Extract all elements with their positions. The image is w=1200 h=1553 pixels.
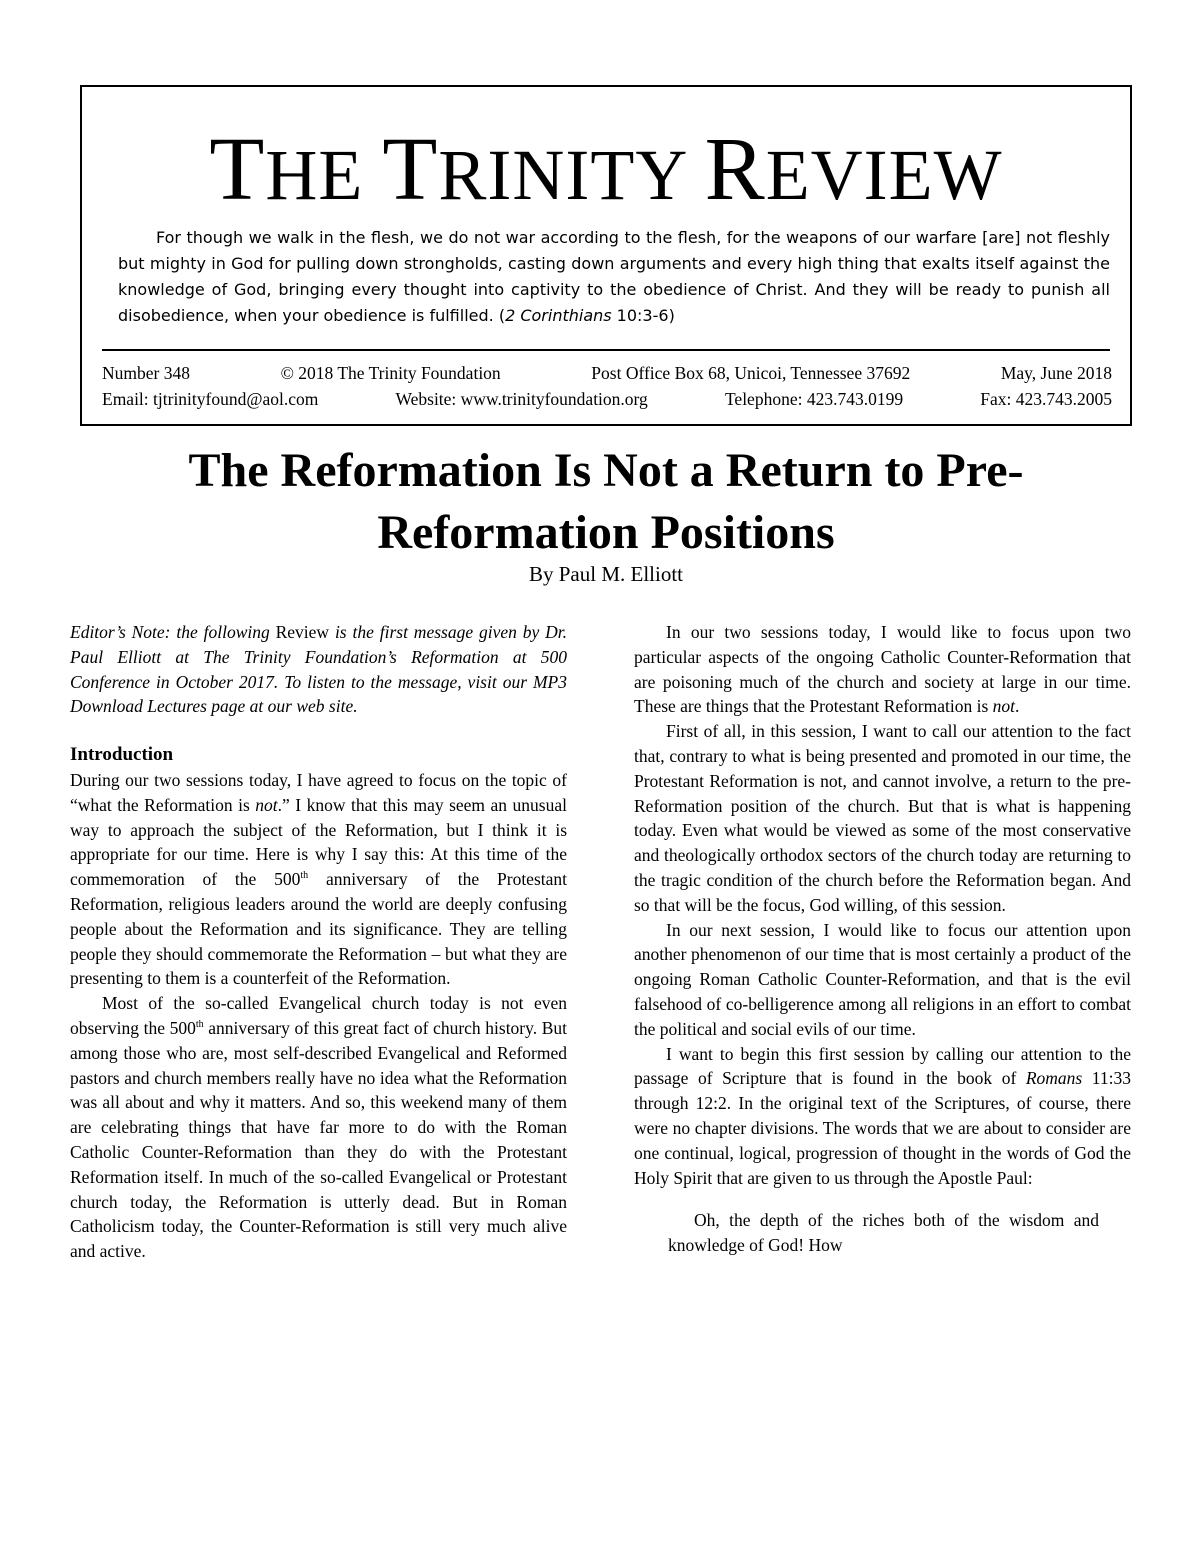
ordinal-suffix: th	[300, 870, 309, 882]
paragraph	[634, 1042, 1131, 1191]
title-part: R	[704, 120, 766, 219]
editor-note-review: Review	[275, 622, 330, 642]
fax: Fax: 423.743.2005	[980, 389, 1112, 409]
website: Website: www.trinityfoundation.org	[395, 389, 648, 409]
paragraph-text: anniversary of the Protestant Reformation, religious leaders around the world are deeply confusing people about the Reformation and its significance. They are telling people they should commemorate the Reformation – but what they are presenting to them is a counterfeit of the Reformation.	[70, 869, 567, 989]
email: Email: tjtrinityfound@aol.com	[102, 389, 319, 409]
paragraph-text: anniversary of this great fact of church history. But among those who are, most self-described Evangelical and Reformed pastors and church members really have no idea what the Reformation was all about and why it matters. And so, this weekend many of them are celebrating things that have far more to do with the Roman Catholic Counter-Reformation than they do with the Protestant Reformation itself. In much of the so-called Evangelical or Protestant church today, the Reformation is utterly dead. But in Roman Catholicism today, the Counter-Reformation is still very much alive and active.	[70, 1017, 567, 1262]
paragraph-text: .” I know that this may seem an unusual way to approach the subject of the Reformation, but I think it is appropriate for our time. Here is why I say this: At this time of the commemoration of the 500	[70, 794, 567, 890]
article-title-line: The Reformation Is Not a Return to Pre-	[188, 444, 1024, 497]
postal-address: Post Office Box 68, Unicoi, Tennessee 37692	[591, 363, 911, 383]
publication-title	[82, 120, 1130, 220]
issue-date: May, June 2018	[1000, 363, 1112, 383]
scripture-quote: Oh, the depth of the riches both of the wisdom and knowledge of God! How	[668, 1210, 1099, 1256]
epigraph-text: For though we walk in the flesh, we do not war according to the flesh, for the weapons of our warfare [are] not fleshly but mighty in God for pulling down strongholds, casting down arguments and every high thing that exalts itself against the knowledge of God, bringing every thought into captivity to the obedience of Christ. And they will be ready to punish all disobedience, when your obedience is fulfilled. (	[118, 228, 1110, 325]
telephone: Telephone: 423.743.0199	[724, 389, 904, 409]
title-part: T	[209, 120, 266, 219]
left-column	[70, 620, 567, 1264]
title-part: HE	[265, 135, 383, 215]
paragraph-text: I want to begin this first session by calling our attention to the passage of Scripture that is found in the book of	[634, 1043, 1131, 1089]
masthead-divider	[102, 349, 1110, 351]
issue-number: Number 348	[102, 363, 190, 383]
title-part: T	[382, 120, 439, 219]
ordinal-suffix: th	[195, 1019, 204, 1031]
publication-info-row	[102, 363, 1112, 384]
title-part: EVIEW	[765, 135, 1003, 215]
emphasis: Romans	[1025, 1068, 1083, 1089]
article-title	[80, 440, 1132, 564]
editor-note	[70, 620, 567, 719]
contact-info-row	[102, 389, 1112, 410]
editor-note-text: Editor’s Note: the following	[70, 622, 276, 642]
paragraph-text: 11:33 through 12:2. In the original text of the Scriptures, of course, there were no chapter divisions. The words that we are about to consider are one continual, logical, progression of thought in the words of God the Holy Spirit that are given to us through the Apostle Paul:	[634, 1068, 1131, 1188]
title-part: RINITY	[438, 135, 705, 215]
masthead	[80, 85, 1132, 426]
paragraph	[70, 991, 567, 1264]
right-column	[634, 620, 1131, 1258]
paragraph	[70, 768, 567, 991]
paragraph: First of all, in this session, I want to call our attention to the fact that, contrary to what is being presented and promoted in our time, the Protestant Reformation is not, and cannot involve, a return to the pre-Reformation position of the church. But that is what is happening today. Even what would be viewed as some of the most conservative and theologically orthodox sectors of the church today are returning to the tragic condition of the church before the Reformation began. And so that will be the focus, God willing, of this session.	[634, 721, 1131, 915]
paragraph-text: During our two sessions today, I have agreed to focus on the topic of “what the Reformation is	[70, 769, 567, 815]
epigraph	[118, 225, 1110, 329]
paragraph: In our next session, I would like to focus our attention upon another phenomenon of our time that is most certainly a product of the ongoing Roman Catholic Counter-Reformation, and that is the evil falsehood of co-belligerence among all religions in an effort to combat the political and social evils of our time.	[634, 919, 1131, 1039]
epigraph-reference: 2 Corinthians	[505, 306, 612, 325]
copyright: © 2018 The Trinity Foundation	[280, 363, 501, 383]
article-title-line: Reformation Positions	[377, 506, 835, 559]
byline: By Paul M. Elliott	[528, 562, 683, 586]
paragraph-text: In our two sessions today, I would like to focus upon two particular aspects of the ongoing Catholic Counter-Reformation that are poisoning much of the church and society at large in our time. These are things that the Protestant Reformation is	[634, 622, 1131, 717]
section-heading: Introduction	[70, 744, 174, 766]
emphasis: not	[255, 794, 278, 815]
paragraph	[634, 620, 1131, 719]
emphasis: not	[992, 696, 1016, 717]
paragraph-text: .	[1015, 696, 1020, 717]
paragraph-text: Most of the so-called Evangelical church today is not even observing the 500	[70, 993, 567, 1038]
editor-note-text: is the first message given by Dr. Paul Elliott at The Trinity Foundation’s Reformation at 500 Conference in October 2017. To listen to the message, visit our MP3 Download Lectures page at our web site.	[70, 622, 567, 717]
epigraph-reference-verse: 10:3-6)	[611, 306, 675, 325]
